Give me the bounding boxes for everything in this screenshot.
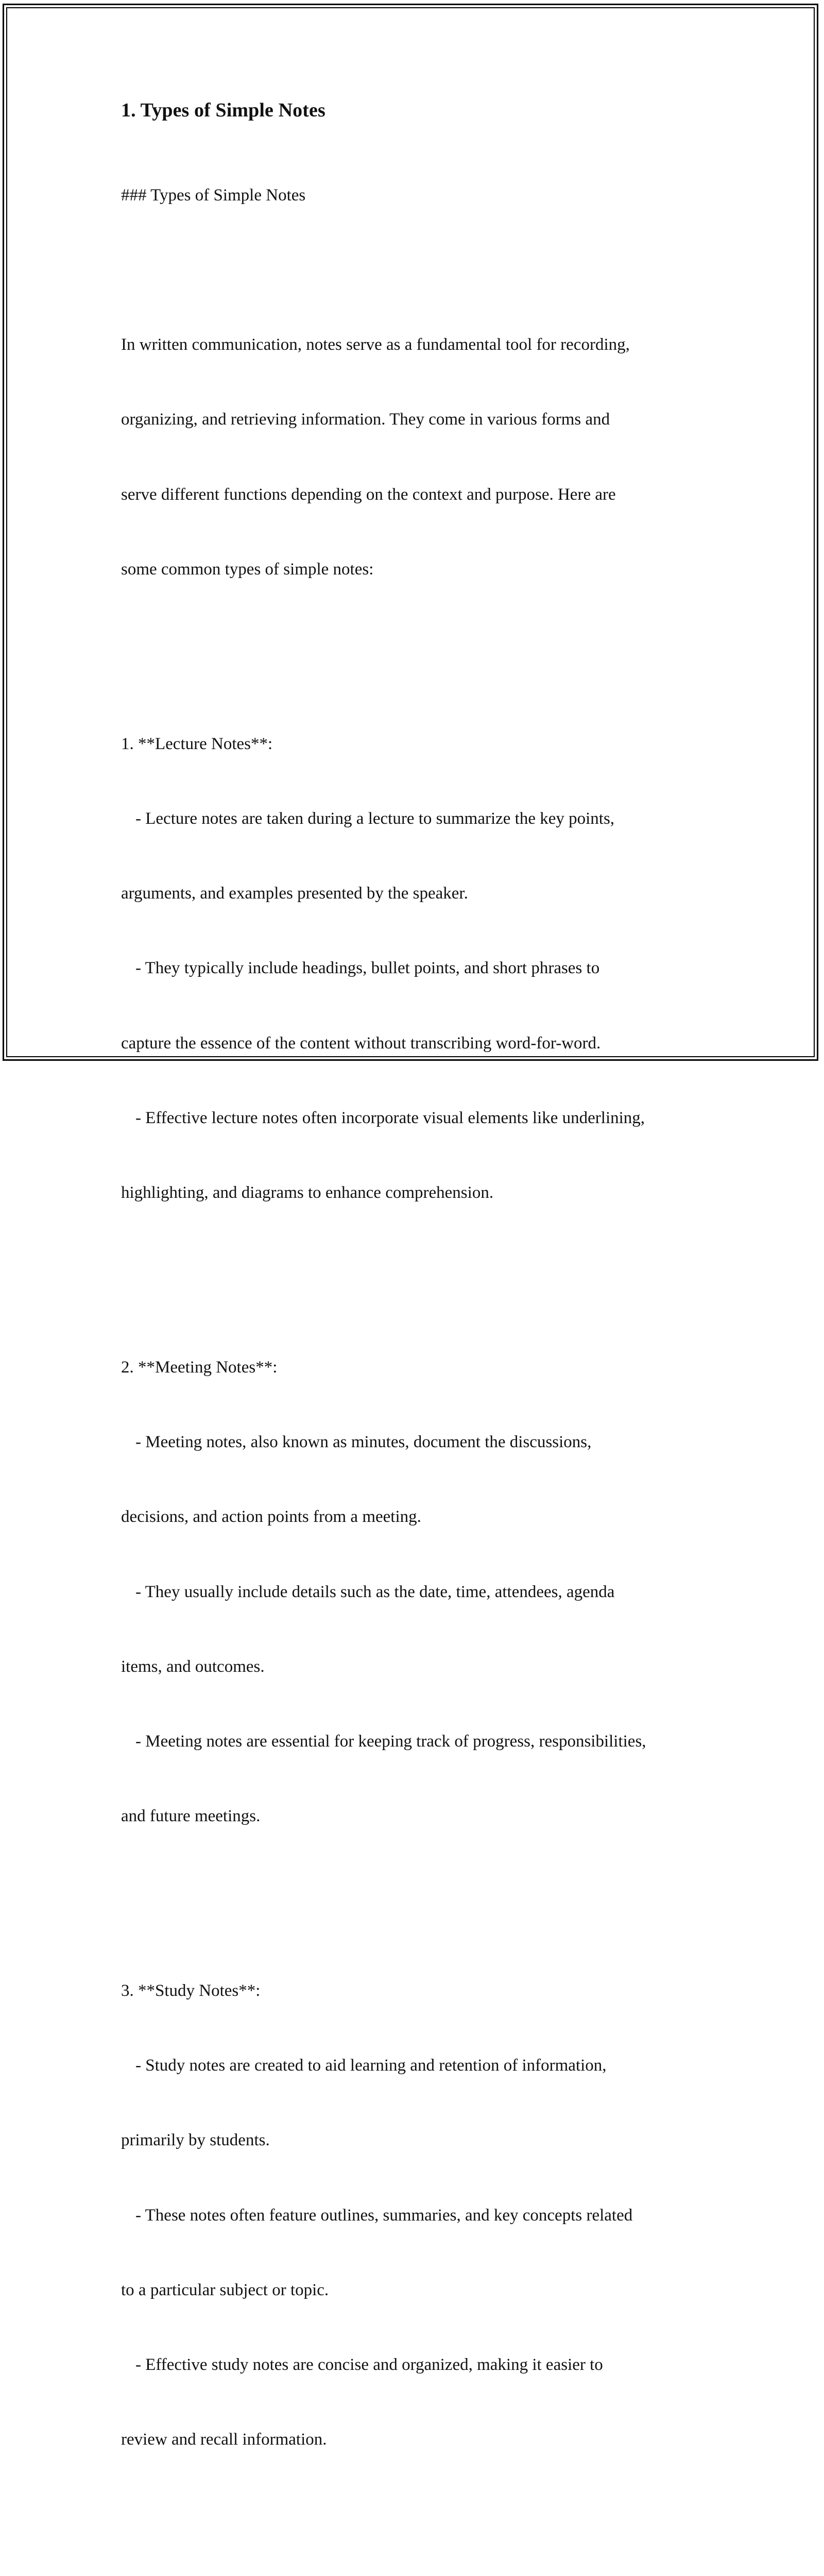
document-title: 1. Types of Simple Notes (121, 99, 325, 121)
intro-paragraph-line: serve different functions depending on the context and purpose. Here are (121, 485, 616, 504)
bullet-continuation: capture the essence of the content without transcribing word-for-word. (121, 1033, 601, 1053)
bullet-continuation: primarily by students. (121, 2131, 270, 2150)
intro-paragraph-line: some common types of simple notes: (121, 560, 374, 579)
intro-paragraph-line: organizing, and retrieving information. They come in various forms and (121, 410, 610, 429)
bullet-continuation: and future meetings. (121, 1807, 261, 1826)
markdown-heading-line: ### Types of Simple Notes (121, 185, 306, 205)
list-item-heading: 3. **Study Notes**: (121, 1981, 261, 2000)
document-body (121, 133, 713, 2576)
bullet-line: - Effective lecture notes often incorporate visual elements like underlining, (135, 1108, 645, 1127)
document-content (121, 95, 713, 2576)
bullet-line: - They typically include headings, bullet points, and short phrases to (135, 959, 600, 978)
bullet-line: - Effective study notes are concise and organized, making it easier to (135, 2355, 603, 2375)
blank-line (121, 2502, 713, 2527)
bullet-continuation: items, and outcomes. (121, 1657, 265, 1676)
blank-line (121, 632, 713, 656)
list-item-heading: 2. **Meeting Notes**: (121, 1358, 278, 1377)
list-item-heading: 1. **Lecture Notes**: (121, 734, 273, 753)
bullet-line: - Study notes are created to aid learning and retention of information, (135, 2056, 607, 2075)
bullet-line: - Meeting notes, also known as minutes, document the discussions, (135, 1433, 592, 1452)
bullet-continuation: to a particular subject or topic. (121, 2280, 329, 2299)
bullet-line: - Meeting notes are essential for keeping track of progress, responsibilities, (135, 1732, 646, 1751)
blank-line (121, 258, 713, 282)
blank-line (121, 1878, 713, 1903)
intro-paragraph-line: In written communication, notes serve as a fundamental tool for recording, (121, 335, 630, 354)
blank-line (121, 1255, 713, 1280)
bullet-line: - They usually include details such as the date, time, attendees, agenda (135, 1582, 615, 1601)
bullet-line: - Lecture notes are taken during a lecture to summarize the key points, (135, 809, 615, 828)
bullet-continuation: highlighting, and diagrams to enhance comprehension. (121, 1183, 494, 1202)
bullet-line: - These notes often feature outlines, summaries, and key concepts related (135, 2206, 633, 2225)
bullet-continuation: review and recall information. (121, 2430, 327, 2449)
bullet-continuation: arguments, and examples presented by the speaker. (121, 884, 468, 903)
bullet-continuation: decisions, and action points from a meeting. (121, 1507, 421, 1527)
